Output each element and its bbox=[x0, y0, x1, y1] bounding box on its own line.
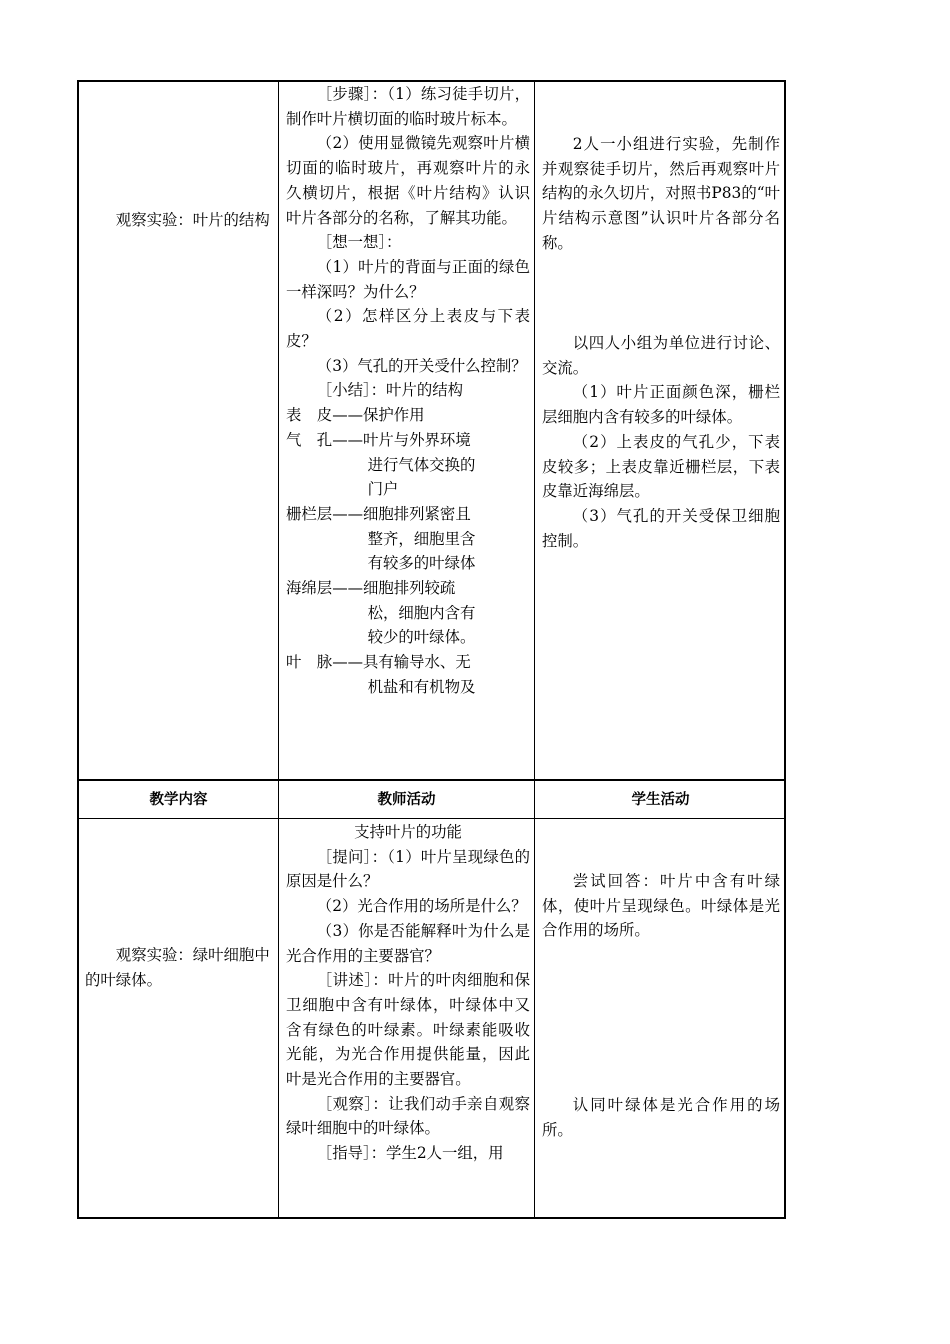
student-answer-2: （2）上表皮的气孔少，下表皮较多；上表皮靠近栅栏层，下表皮靠近海绵层。 bbox=[542, 432, 780, 501]
teacher-step-2: （2）使用显微镜先观察叶片横切面的临时玻片，再观察叶片的永久横切片，根据《叶片结构》认识叶片各部分的名称，了解其功能。 bbox=[286, 134, 530, 227]
lesson-table bbox=[77, 80, 786, 1219]
summary-item-stoma: 气 孔——叶片与外界环境 进行气体交换的 门户 bbox=[286, 430, 476, 499]
student-experiment-text: 2人一小组进行实验，先制作并观察徒手切片，然后再观察叶片结构的永久切片，对照书P83的“叶片结构示意图”认识叶片各部分名称。 bbox=[542, 135, 780, 252]
summary-item-palisade: 栅栏层——细胞排列紧密且 整齐，细胞里含 有较多的叶绿体 bbox=[286, 504, 476, 573]
think-question-1: （1）叶片的背面与正面的绿色一样深吗？为什么？ bbox=[286, 257, 530, 301]
teacher-lecture: ［讲述］：叶片的叶肉细胞和保卫细胞中含有叶绿体，叶绿体中又含有绿色的叶绿素。叶绿素能吸收光能，为光合作用提供能量，因此叶是光合作用的主要器官。 bbox=[286, 971, 530, 1089]
student-answer-1: （1）叶片正面颜色深，栅栏层细胞内含有较多的叶绿体。 bbox=[542, 383, 780, 427]
teacher-guide: ［指导］：学生2人一组，用 bbox=[316, 1144, 504, 1163]
header-content: 教学内容 bbox=[149, 792, 208, 808]
summary-item-spongy: 海绵层——细胞排列较疏 松，细胞内含有 较少的叶绿体。 bbox=[286, 579, 476, 647]
row1-student-discussion bbox=[542, 331, 780, 553]
row2-student-cell bbox=[542, 869, 780, 943]
row2-content-text: 观察实验：绿叶细胞中的叶绿体。 bbox=[85, 946, 270, 989]
row2-content-cell bbox=[85, 943, 275, 992]
think-question-2: （2）怎样区分上表皮与下表皮？ bbox=[286, 307, 530, 351]
summary-title: ［小结］：叶片的结构 bbox=[316, 381, 464, 400]
think-question-3: （3）气孔的开关受什么控制？ bbox=[316, 356, 527, 375]
summary-item-vein: 叶 脉——具有输导水、无 机盐和有机物及 bbox=[286, 653, 476, 696]
teacher-question-2: （2）光合作用的场所是什么？ bbox=[316, 897, 527, 916]
row2-student-agree bbox=[542, 1093, 780, 1142]
student-attempt-answer: 尝试回答：叶片中含有叶绿体，使叶片呈现绿色。叶绿体是光合作用的场所。 bbox=[542, 872, 780, 940]
row1-content-cell bbox=[85, 208, 275, 233]
student-agree-text: 认同叶绿体是光合作用的场所。 bbox=[542, 1096, 780, 1139]
column-divider-2 bbox=[534, 82, 535, 1217]
row1-student-cell bbox=[542, 132, 780, 256]
teacher-step-1: ［步骤］：（1）练习徒手切片，制作叶片横切面的临时玻片标本。 bbox=[286, 85, 530, 128]
row1-content-text: 观察实验：叶片的结构 bbox=[115, 211, 270, 229]
student-discussion-text: 以四人小组为单位进行讨论、交流。 bbox=[542, 334, 780, 377]
student-answer-3: （3）气孔的开关受保卫细胞控制。 bbox=[542, 506, 780, 550]
row1-teacher-cell bbox=[286, 82, 530, 700]
teacher-observe: ［观察］：让我们动手亲自观察绿叶细胞中的叶绿体。 bbox=[286, 1094, 530, 1138]
teacher-question-3: （3）你是否能解释叶为什么是光合作用的主要器官？ bbox=[286, 921, 530, 965]
header-student: 学生活动 bbox=[631, 792, 690, 808]
teacher-continued-line: 支持叶片的功能 bbox=[354, 823, 462, 841]
row-divider-2 bbox=[79, 818, 784, 819]
teacher-question-1: ［提问］：（1）叶片呈现绿色的原因是什么？ bbox=[286, 847, 530, 891]
row2-teacher-cell bbox=[286, 820, 530, 1166]
think-title: ［想一想］： bbox=[316, 233, 402, 252]
row-divider-1 bbox=[79, 779, 784, 781]
column-divider-1 bbox=[278, 82, 279, 1217]
summary-item-epidermis: 表 皮——保护作用 bbox=[286, 406, 425, 425]
header-teacher: 教师活动 bbox=[377, 792, 436, 808]
